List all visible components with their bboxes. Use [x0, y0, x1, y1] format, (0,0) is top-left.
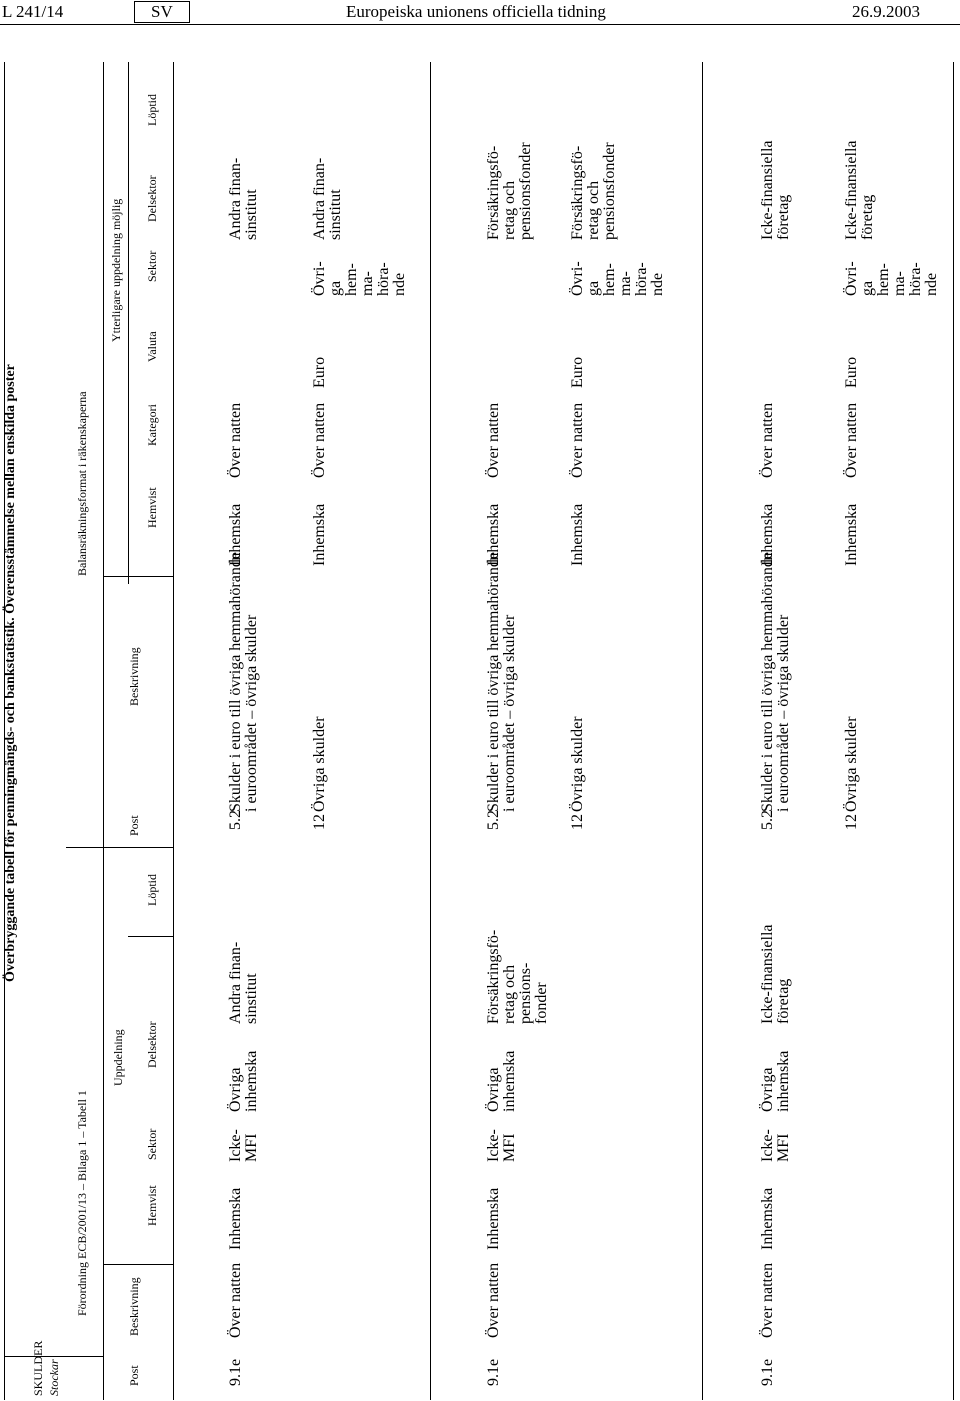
right-hemvist-cell: Inhemska: [311, 503, 328, 566]
right-beskrivning-cell: Skulder i euro till övriga hemmahörande: [759, 552, 776, 812]
left-group-title: Förordning ECB/2001/13 – Bilaga 1 – Tabell 1: [75, 1090, 89, 1316]
right-delsektor-cell: retag och: [501, 180, 518, 240]
left-sektor-detail-cell: inhemska: [243, 1050, 260, 1112]
right-post-cell: 12: [311, 814, 328, 830]
left-beskrivning-cell: Över natten: [227, 1262, 244, 1338]
right-hemvist-cell: Inhemska: [227, 503, 244, 566]
left-delsektor-cell: fonder: [533, 982, 550, 1024]
right-delsektor-cell: pensionsfonder: [517, 142, 534, 240]
ytterligare-underline: [128, 62, 129, 584]
right-col-loptid: Löptid: [145, 94, 159, 126]
right-post-cell: 12: [569, 814, 586, 830]
right-sektor-cell: nde: [923, 272, 940, 296]
right-sektor-cell: ga: [585, 280, 602, 296]
left-delsektor-cell: Icke-finansiella: [759, 924, 776, 1024]
left-sektor-detail-cell: Övriga: [759, 1067, 776, 1112]
left-post-cell: 9.1e: [485, 1358, 502, 1386]
right-beskrivning-cell: Övriga skulder: [569, 716, 586, 812]
left-post-header: Post: [127, 1365, 141, 1386]
right-sektor-cell: hem-: [601, 263, 618, 296]
right-delsektor-cell: Försäkringsfö-: [485, 145, 502, 240]
right-kategori-cell: Över natten: [843, 402, 860, 478]
table-body-rule: [173, 62, 174, 1400]
right-sektor-cell: ma-: [359, 271, 376, 296]
right-col-delsektor: Delsektor: [145, 175, 159, 222]
right-sektor-cell: ma-: [617, 271, 634, 296]
left-beskrivning-cell: Över natten: [485, 1262, 502, 1338]
right-delsektor-cell: företag: [859, 194, 876, 240]
table-outer-right-border: [953, 62, 954, 1400]
right-hemvist-cell: Inhemska: [843, 503, 860, 566]
right-beskrivning-cell: Skulder i euro till övriga hemmahörande: [485, 552, 502, 812]
right-hemvist-cell: Inhemska: [569, 503, 586, 566]
right-beskrivning-cell: Övriga skulder: [843, 716, 860, 812]
right-delsektor-cell: sinstitut: [243, 189, 260, 240]
right-group-title: Balansräkningsformat i räkenskaperna: [75, 391, 89, 576]
left-sektor-detail-cell: inhemska: [501, 1050, 518, 1112]
uppdelning-underline: [128, 936, 173, 937]
right-delsektor-cell: Försäkringsfö-: [569, 145, 586, 240]
right-post-cell: 5.2: [759, 810, 776, 830]
right-delsektor-cell: Icke-finansiella: [843, 140, 860, 240]
right-valuta-cell: Euro: [569, 356, 586, 388]
right-beskrivning-header: Beskrivning: [127, 647, 141, 706]
right-col-valuta: Valuta: [145, 331, 159, 362]
left-sektor-cell: MFI: [243, 1133, 260, 1162]
left-post-cell: 9.1e: [759, 1358, 776, 1386]
right-kategori-cell: Över natten: [227, 402, 244, 478]
left-beskrivning-header: Beskrivning: [127, 1277, 141, 1336]
right-delsektor-cell: retag och: [585, 180, 602, 240]
right-kategori-cell: Över natten: [759, 402, 776, 478]
right-beskrivning-cell: Övriga skulder: [311, 716, 328, 812]
right-post-cell: 5.2: [227, 810, 244, 830]
right-valuta-cell: Euro: [843, 356, 860, 388]
right-sektor-cell: höra-: [375, 262, 392, 296]
right-kategori-cell: Över natten: [311, 402, 328, 478]
right-col-sektor: Sektor: [145, 250, 159, 282]
right-sektor-cell: Övri-: [843, 261, 860, 296]
right-beskrivning-cell: Skulder i euro till övriga hemmahörande: [227, 552, 244, 812]
right-delsektor-cell: sinstitut: [327, 189, 344, 240]
side-label-stockar: Stockar: [47, 1359, 61, 1396]
left-col-sektor: Sektor: [145, 1128, 159, 1160]
right-sektor-cell: hem-: [343, 263, 360, 296]
group-divider: [66, 847, 173, 848]
uppdelning-left-rule: [103, 1264, 173, 1265]
right-delsektor-cell: Icke-finansiella: [759, 140, 776, 240]
table-title: Överbryggande tabell för penningmängds- och bankstatistik. Överensstämmelse mellan enskilda poster: [3, 364, 18, 982]
right-sektor-cell: höra-: [907, 262, 924, 296]
right-hemvist-cell: Inhemska: [485, 503, 502, 566]
right-valuta-cell: Euro: [311, 356, 328, 388]
left-post-cell: 9.1e: [227, 1358, 244, 1386]
left-sektor-detail-cell: Övriga: [485, 1067, 502, 1112]
left-sektor-cell: Icke-: [485, 1129, 502, 1162]
left-sektor-detail-cell: inhemska: [775, 1050, 792, 1112]
right-sektor-cell: ga: [327, 280, 344, 296]
page-header: [0, 0, 960, 24]
header-rule: [0, 24, 960, 25]
ytterligare-header: Ytterligare uppdelning möjlig: [109, 198, 123, 342]
left-col-delsektor: Delsektor: [145, 1021, 159, 1068]
right-sektor-cell: nde: [391, 272, 408, 296]
left-delsektor-cell: retag och: [501, 964, 518, 1024]
right-sektor-cell: ma-: [891, 271, 908, 296]
left-delsektor-cell: företag: [775, 978, 792, 1024]
right-delsektor-cell: Andra finan-: [311, 157, 328, 240]
right-delsektor-cell: pensionsfonder: [601, 142, 618, 240]
journal-title: Europeiska unionens officiella tidning: [346, 2, 606, 21]
right-sektor-cell: nde: [649, 272, 666, 296]
left-sektor-cell: MFI: [775, 1133, 792, 1162]
right-sektor-cell: ga: [859, 280, 876, 296]
row-separator-2: [702, 62, 703, 1400]
row-separator-1: [430, 62, 431, 1400]
right-post-cell: 5.2: [485, 810, 502, 830]
right-sektor-cell: Övri-: [311, 261, 328, 296]
side-label-skulder: SKULDER: [31, 1340, 45, 1396]
right-sektor-cell: hem-: [875, 263, 892, 296]
right-kategori-cell: Över natten: [569, 402, 586, 478]
uppdelning-header: Uppdelning: [111, 1029, 125, 1086]
right-sektor-cell: höra-: [633, 262, 650, 296]
left-sektor-cell: MFI: [501, 1133, 518, 1162]
right-beskrivning-cell: i euroområdet – övriga skulder: [243, 614, 260, 812]
left-delsektor-cell: Andra finan-: [227, 941, 244, 1024]
beskrivning-right-rule: [103, 576, 173, 577]
right-delsektor-cell: företag: [775, 194, 792, 240]
left-hemvist-cell: Inhemska: [485, 1187, 502, 1250]
right-col-hemvist: Hemvist: [145, 487, 159, 528]
column-header-rule: [103, 62, 104, 1400]
left-hemvist-cell: Inhemska: [759, 1187, 776, 1250]
right-kategori-cell: Över natten: [485, 402, 502, 478]
issue-date: 26.9.2003: [852, 2, 920, 21]
left-sektor-cell: Icke-: [759, 1129, 776, 1162]
right-post-cell: 12: [843, 814, 860, 830]
left-hemvist-cell: Inhemska: [227, 1187, 244, 1250]
left-sektor-cell: Icke-: [227, 1129, 244, 1162]
right-sektor-cell: Övri-: [569, 261, 586, 296]
right-col-kategori: Kategori: [145, 404, 159, 446]
left-delsektor-cell: pensions-: [517, 962, 534, 1024]
side-label-rule: [4, 1356, 103, 1357]
left-delsektor-cell: sinstitut: [243, 973, 260, 1024]
left-beskrivning-cell: Över natten: [759, 1262, 776, 1338]
right-beskrivning-cell: i euroområdet – övriga skulder: [775, 614, 792, 812]
right-beskrivning-cell: i euroområdet – övriga skulder: [501, 614, 518, 812]
right-hemvist-cell: Inhemska: [759, 503, 776, 566]
language-badge: SV: [134, 1, 190, 23]
left-sektor-detail-cell: Övriga: [227, 1067, 244, 1112]
right-post-header: Post: [127, 815, 141, 836]
right-delsektor-cell: Andra finan-: [227, 157, 244, 240]
left-delsektor-cell: Försäkringsfö-: [485, 929, 502, 1024]
left-col-loptid: Löptid: [145, 874, 159, 906]
page-ref: L 241/14: [2, 2, 64, 21]
left-col-hemvist: Hemvist: [145, 1185, 159, 1226]
